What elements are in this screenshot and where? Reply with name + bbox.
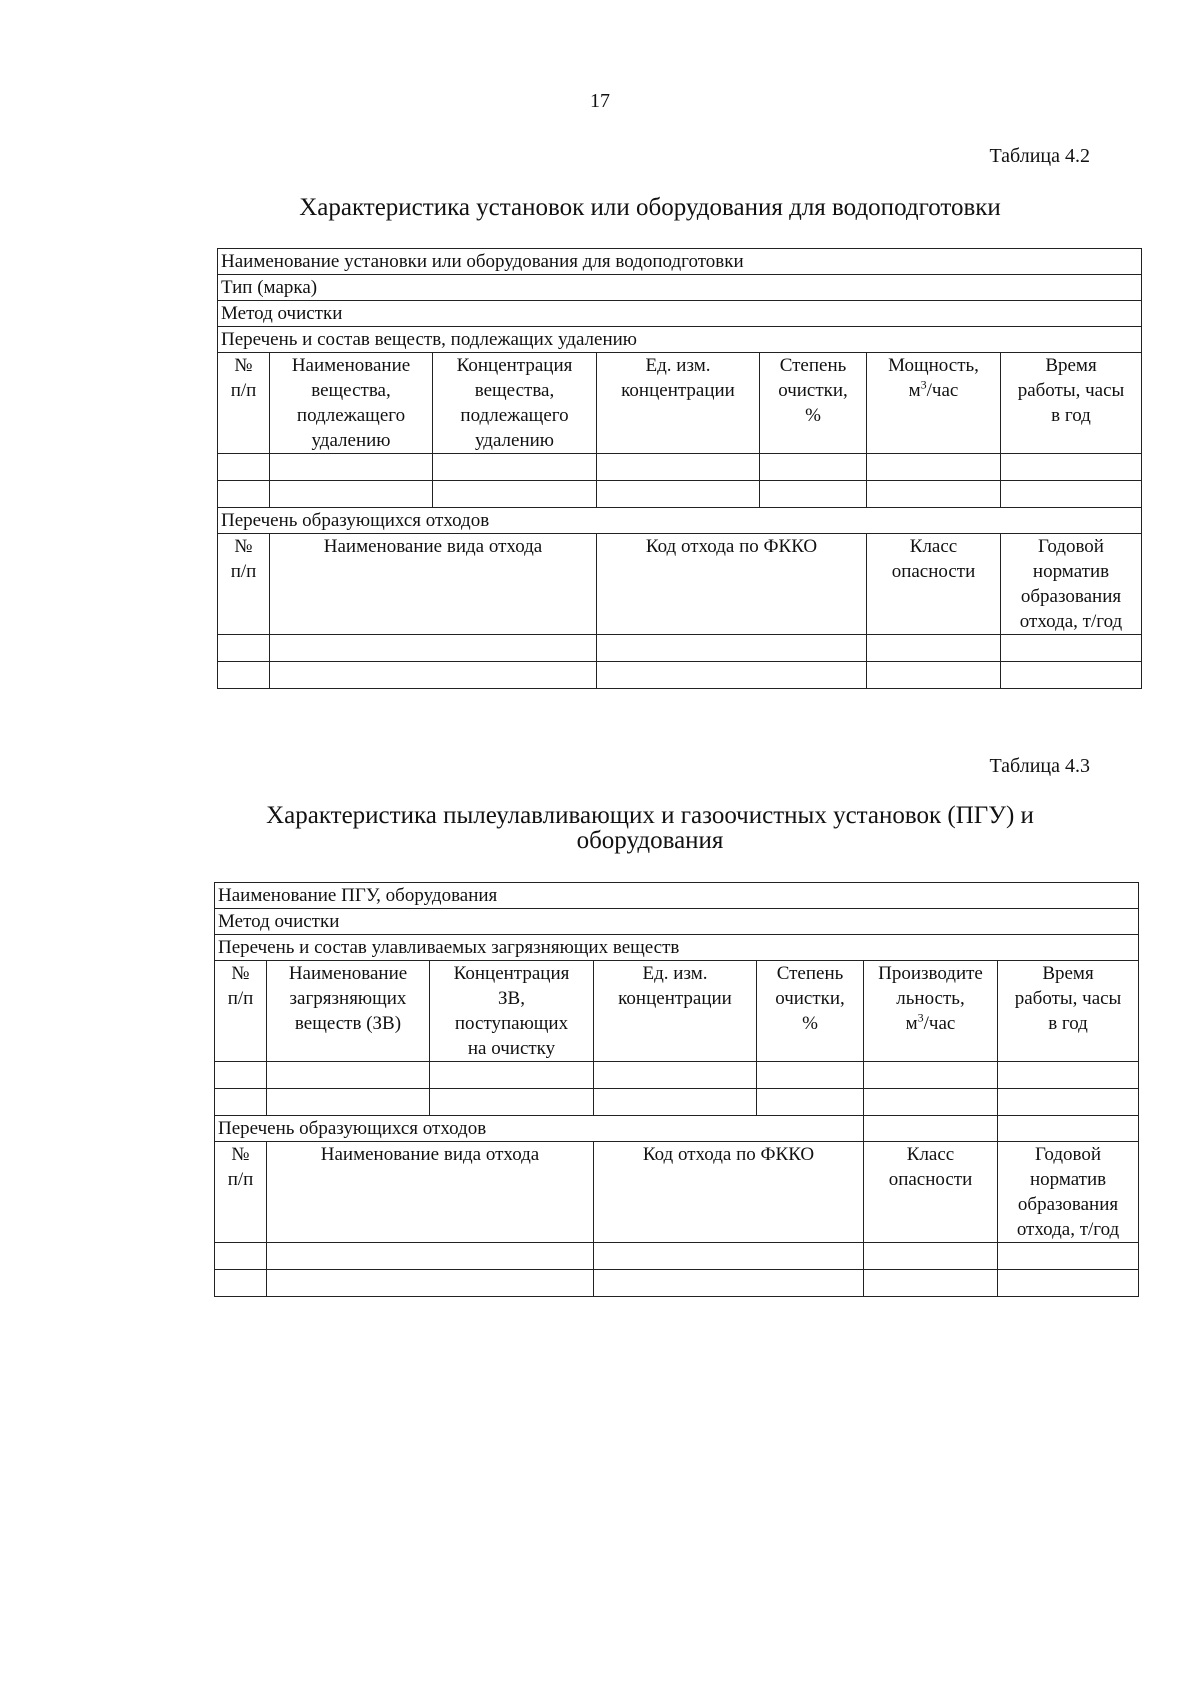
header-work-time: Время работы, часы в год (1001, 353, 1142, 454)
header-substance-name: Наименование вещества, подлежащего удалению (270, 353, 433, 454)
table-row (218, 635, 1142, 662)
method-row: Метод очистки (215, 909, 1139, 935)
waste-header-code: Код отхода по ФККО (594, 1142, 864, 1243)
waste-header-class: Класс опасности (864, 1142, 998, 1243)
table-4-3-title-line1: Характеристика пылеулавливающих и газоочистных установок (ПГУ) и (266, 802, 1034, 829)
waste-header-class: Класс опасности (867, 534, 1001, 635)
substances-header-row (218, 353, 1142, 454)
waste-header-name: Наименование вида отхода (267, 1142, 594, 1243)
header-pollutant-name: Наименование загрязняющих веществ (ЗВ) (267, 961, 430, 1062)
header-degree: Степень очистки, % (757, 961, 864, 1062)
header-power: Мощность, $м^3$/час (867, 353, 1001, 454)
table-row (215, 1089, 1139, 1116)
header-unit: Ед. изм. концентрации (594, 961, 757, 1062)
waste-header-norm: Годовой норматив образования отхода, т/год (998, 1142, 1139, 1243)
table-row (218, 662, 1142, 689)
table-4-3 (214, 882, 1139, 1297)
table-row (215, 1243, 1139, 1270)
header-unit: Ед. изм. концентрации (597, 353, 760, 454)
waste-header-norm: Годовой норматив образования отхода, т/год (1001, 534, 1142, 635)
waste-list-row: Перечень образующихся отходов (218, 508, 1142, 534)
waste-header-name: Наименование вида отхода (270, 534, 597, 635)
header-num: № п/п (218, 353, 270, 454)
header-concentration: Концентрация ЗВ, поступающих на очистку (430, 961, 594, 1062)
pollutants-header-row (215, 961, 1139, 1062)
table-4-2 (217, 248, 1142, 689)
header-capacity: Производите льность, $м^3$/час (864, 961, 998, 1062)
type-row: Тип (марка) (218, 275, 1142, 301)
waste-list-title: Перечень образующихся отходов (215, 1116, 864, 1142)
header-num: № п/п (215, 961, 267, 1062)
table-4-2-title: Характеристика установок или оборудования для водоподготовки (299, 194, 1001, 221)
waste-header-num: № п/п (218, 534, 270, 635)
waste-header-code: Код отхода по ФККО (597, 534, 867, 635)
pollutants-list-row: Перечень и состав улавливаемых загрязняющих веществ (215, 935, 1139, 961)
header-concentration: Концентрация вещества, подлежащего удалению (433, 353, 597, 454)
substances-list-row: Перечень и состав веществ, подлежащих удалению (218, 327, 1142, 353)
installation-name-row: Наименование установки или оборудования для водоподготовки (218, 249, 1142, 275)
table-row (215, 1270, 1139, 1297)
table-4-3-label: Таблица 4.3 (989, 755, 1090, 777)
pgu-name-row: Наименование ПГУ, оборудования (215, 883, 1139, 909)
table-row (218, 481, 1142, 508)
page-number: 17 (590, 90, 610, 112)
waste-list-row (215, 1116, 1139, 1142)
waste-header-row (218, 534, 1142, 635)
header-work-time: Время работы, часы в год (998, 961, 1139, 1062)
header-degree: Степень очистки, % (760, 353, 867, 454)
table-row (215, 1062, 1139, 1089)
waste-header-row (215, 1142, 1139, 1243)
method-row: Метод очистки (218, 301, 1142, 327)
table-4-3-title-line2: оборудования (576, 827, 724, 854)
waste-header-num: № п/п (215, 1142, 267, 1243)
table-row (218, 454, 1142, 481)
table-4-2-label: Таблица 4.2 (989, 145, 1090, 167)
